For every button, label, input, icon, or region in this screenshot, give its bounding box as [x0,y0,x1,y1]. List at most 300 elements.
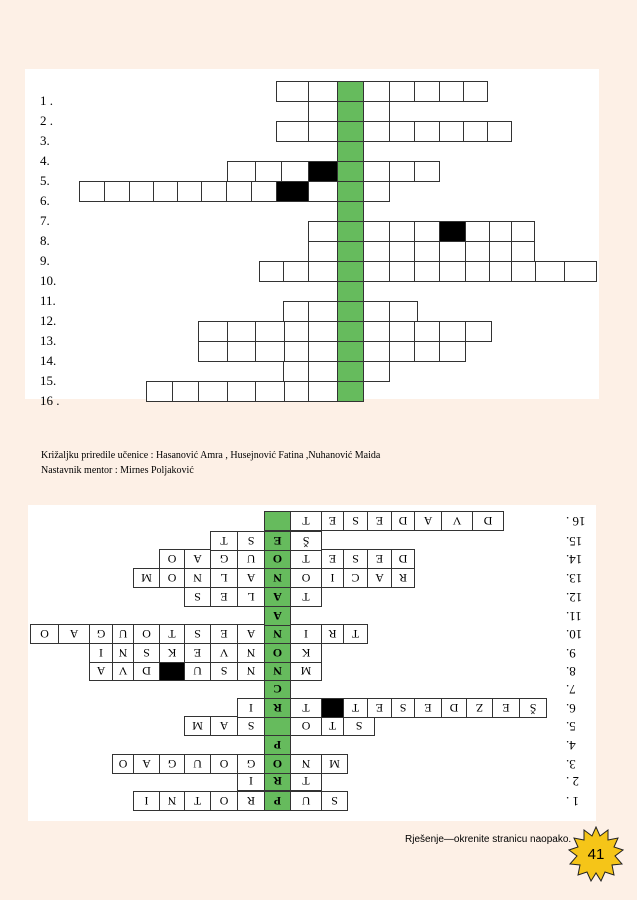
solution-letter [265,512,290,530]
puzzle-row-number: 10. [40,273,57,288]
solution-letter: M [300,664,312,679]
puzzle-cell[interactable] [255,341,285,362]
puzzle-cell[interactable] [198,381,228,402]
solution-column-cell[interactable] [337,121,364,142]
solution-letter: K [167,646,177,661]
solution-cell [321,716,344,736]
puzzle-cell[interactable] [511,241,535,262]
credits-authors: Križaljku priredile učenice : Hasanović Amra , Husejnović Fatina ,Nuhanović Maida [41,450,381,461]
puzzle-cell[interactable] [439,321,466,342]
solution-letter: U [118,627,128,642]
puzzle-cell[interactable] [251,181,277,202]
solution-row-number: 14. [566,552,583,567]
solution-letter: O [301,571,311,586]
solution-cell [133,791,160,811]
solution-cell [321,511,344,531]
solution-letter: G [167,757,177,772]
solution-cell [184,791,211,811]
solution-column-cell[interactable] [337,101,364,122]
solution-letter: T [302,514,310,529]
solution-column-cell[interactable] [337,261,364,282]
solution-letter: A [246,571,256,586]
solution-letter: M [141,571,152,586]
crossword-solution-grid [28,505,596,821]
solution-letter: Š [302,534,310,549]
puzzle-cell[interactable] [363,241,390,262]
puzzle-cell[interactable] [308,121,338,142]
puzzle-cell[interactable] [227,341,256,362]
solution-letter: R [247,794,256,809]
solution-letter: O [40,627,49,642]
puzzle-cell[interactable] [363,161,390,182]
puzzle-cell[interactable] [308,81,338,102]
solution-letter: S [220,664,228,679]
puzzle-cell[interactable] [227,161,256,182]
puzzle-cell[interactable] [308,101,338,122]
puzzle-row-number: 3. [40,133,50,148]
solution-cell [290,643,322,663]
solution-letter: E [424,701,432,716]
puzzle-cell[interactable] [104,181,130,202]
solution-cell [391,549,415,569]
puzzle-cell[interactable] [363,261,390,282]
solution-cell [237,568,265,588]
solution-cell [290,791,322,811]
solution-cell [367,511,392,531]
solution-cell [133,754,160,774]
solution-cell [210,791,238,811]
solution-letter: S [247,534,255,549]
solution-cell [210,531,238,551]
solution-cell [367,568,392,588]
puzzle-cell[interactable] [465,261,490,282]
solution-letter: U [193,664,202,679]
puzzle-cell[interactable] [489,261,512,282]
solution-letter: E [328,552,337,567]
puzzle-cell[interactable] [276,81,309,102]
solution-column-cell [264,791,291,811]
puzzle-cell[interactable] [389,261,415,282]
solution-letter: T [302,774,310,789]
puzzle-cell[interactable] [255,381,285,402]
puzzle-cell[interactable] [226,181,252,202]
solution-letter: A [219,719,229,734]
puzzle-cell[interactable] [227,381,256,402]
solution-letter: A [69,627,79,642]
solution-column-cell[interactable] [337,201,364,222]
solution-letter: U [193,757,202,772]
solution-cell [290,754,322,774]
puzzle-row-number: 8. [40,233,50,248]
puzzle-cell[interactable] [489,221,512,242]
solution-column-cell [264,587,291,607]
solution-cell [210,549,238,569]
puzzle-cell[interactable] [201,181,227,202]
solution-column-cell[interactable] [337,361,364,382]
puzzle-cell[interactable] [414,241,440,262]
solution-column-cell [264,754,291,774]
solution-column-cell [264,568,291,588]
puzzle-cell[interactable] [284,381,309,402]
solution-column-cell[interactable] [337,181,364,202]
solution-letter: R [273,701,282,716]
puzzle-cell[interactable] [79,181,105,202]
solution-cell [133,568,160,588]
solution-cell [321,549,344,569]
puzzle-row-number: 14. [40,353,57,368]
solution-column-cell[interactable] [337,301,364,322]
puzzle-cell[interactable] [255,321,285,342]
puzzle-cell[interactable] [198,341,228,362]
black-cell [439,221,466,242]
solution-cell [414,511,442,531]
solution-letter: O [272,552,283,567]
solution-cell [184,587,211,607]
solution-cell [290,771,322,791]
solution-letter: M [329,757,340,772]
solution-letter: E [273,534,282,549]
solution-cell [290,531,322,551]
solution-cell [237,587,265,607]
solution-cell [30,624,59,644]
solution-cell [321,624,344,644]
solution-letter: E [193,646,202,661]
solution-letter: Š [529,701,537,716]
solution-cell [343,549,368,569]
puzzle-cell[interactable] [363,361,390,382]
solution-cell [290,698,322,718]
solution-cell [210,587,238,607]
solution-letter: T [302,590,310,605]
solution-cell [414,698,442,718]
solution-cell [89,643,113,663]
solution-cell [210,661,238,681]
solution-cell [237,716,265,736]
puzzle-cell[interactable] [172,381,199,402]
solution-letter: I [249,701,253,716]
solution-cell [184,716,211,736]
solution-cell [237,771,265,791]
puzzle-cell[interactable] [255,161,282,182]
solution-letter: A [375,571,384,586]
puzzle-cell[interactable] [363,341,390,362]
solution-row-number: 10. [566,627,583,642]
puzzle-cell[interactable] [389,161,415,182]
solution-cell [237,624,265,644]
solution-letter: N [193,571,202,586]
solution-row-number: 4. [566,738,576,753]
solution-column-cell [264,531,291,551]
solution-column-cell[interactable] [337,281,364,302]
solution-letter: O [118,757,128,772]
solution-letter: T [302,552,310,567]
solution-column-cell[interactable] [337,81,364,102]
solution-cell [210,754,238,774]
puzzle-row-number: 9. [40,253,50,268]
puzzle-row-number: 5. [40,173,50,188]
puzzle-cell[interactable] [363,321,390,342]
solution-letter: R [273,774,282,789]
solution-cell [159,791,185,811]
puzzle-cell[interactable] [414,121,440,142]
solution-cell [112,661,134,681]
crossword-puzzle-grid [25,69,599,408]
puzzle-cell[interactable] [389,121,415,142]
solution-cell [184,643,211,663]
solution-cell [367,549,392,569]
solution-cell [159,643,185,663]
solution-letter: G [219,552,229,567]
puzzle-cell[interactable] [308,381,338,402]
solution-cell [184,624,211,644]
solution-letter: O [219,794,229,809]
solution-cell [237,643,265,663]
solution-letter [265,717,290,735]
puzzle-row-number: 11. [40,293,56,308]
solution-column-cell[interactable] [337,381,364,402]
puzzle-cell[interactable] [283,261,309,282]
puzzle-cell[interactable] [308,341,338,362]
solution-letter: D [142,664,151,679]
solution-column-cell [264,661,291,681]
solution-column-cell [264,624,291,644]
solution-letter: K [301,646,311,661]
solution-letter: O [219,757,229,772]
puzzle-cell[interactable] [463,81,488,102]
solution-letter: V [452,514,462,529]
solution-column-cell[interactable] [337,161,364,182]
solution-letter: E [220,627,228,642]
solution-letter: O [301,719,311,734]
puzzle-cell[interactable] [465,321,492,342]
puzzle-cell[interactable] [465,241,490,262]
solution-letter: D [483,514,493,529]
solution-cell [159,568,185,588]
solution-cell [441,698,467,718]
solution-letter: T [220,534,228,549]
solution-letter: S [331,794,338,809]
solution-cell [210,624,238,644]
solution-letter: S [355,719,363,734]
puzzle-cell[interactable] [439,81,464,102]
solution-letter: P [273,794,282,809]
solution-letter: S [143,646,150,661]
solution-row-number: 2 . [566,774,579,789]
solution-cell [466,698,493,718]
solution-column-cell[interactable] [337,141,364,162]
solution-letter: N [246,646,256,661]
solution-cell [112,624,134,644]
solution-letter: S [194,590,201,605]
puzzle-cell[interactable] [414,321,440,342]
puzzle-cell[interactable] [308,221,338,242]
credits [41,448,380,478]
solution-cell [237,698,265,718]
puzzle-cell[interactable] [389,321,415,342]
solution-cell [184,661,211,681]
solution-cell [367,698,392,718]
puzzle-cell[interactable] [284,321,309,342]
puzzle-cell[interactable] [439,241,466,262]
solution-cell [184,754,211,774]
puzzle-row-number: 6. [40,193,50,208]
solution-letter: C [351,571,360,586]
solution-letter: E [375,552,384,567]
puzzle-cell[interactable] [284,341,309,362]
solution-cell [391,511,415,531]
puzzle-cell[interactable] [389,221,415,242]
solution-cell [237,754,265,774]
credits-mentor: Nastavnik mentor : Mirnes Poljaković [41,465,194,476]
solution-column-cell [264,771,291,791]
puzzle-cell[interactable] [465,221,490,242]
solution-letter: S [194,627,201,642]
puzzle-cell[interactable] [281,161,309,182]
solution-column-cell [264,549,291,569]
puzzle-cell[interactable] [535,261,565,282]
solution-cell [290,549,322,569]
puzzle-cell[interactable] [153,181,178,202]
puzzle-cell[interactable] [308,261,338,282]
solution-cell [184,549,211,569]
puzzle-cell[interactable] [511,261,536,282]
puzzle-cell[interactable] [439,261,466,282]
solution-cell [290,587,322,607]
solution-cell [472,511,504,531]
solution-cell [441,511,473,531]
puzzle-cell[interactable] [414,81,440,102]
puzzle-cell[interactable] [129,181,154,202]
solution-letter: D [398,514,408,529]
puzzle-row-number: 13. [40,333,57,348]
puzzle-cell[interactable] [414,221,440,242]
solution-row-number: 3. [566,757,576,772]
solution-column-cell [264,735,291,755]
puzzle-cell[interactable] [308,321,338,342]
puzzle-cell[interactable] [414,341,440,362]
puzzle-cell[interactable] [363,81,390,102]
solution-cell [391,568,415,588]
puzzle-cell[interactable] [389,81,415,102]
puzzle-cell[interactable] [259,261,284,282]
solution-letter: T [328,719,337,734]
solution-letter: I [304,627,308,642]
puzzle-row-number: 4. [40,153,50,168]
puzzle-cell[interactable] [363,121,390,142]
puzzle-cell[interactable] [283,361,309,382]
solution-cell [89,661,113,681]
puzzle-cell[interactable] [389,241,415,262]
puzzle-cell[interactable] [308,241,338,262]
black-cell [159,661,185,681]
solution-letter: U [246,552,256,567]
solution-letter: I [249,774,253,789]
solution-row-number: 12. [566,590,583,605]
puzzle-cell[interactable] [439,121,464,142]
solution-cell [290,716,322,736]
solution-letter: T [302,701,310,716]
solution-column-cell[interactable] [337,321,364,342]
solution-letter: R [328,627,337,642]
solution-letter: A [246,627,256,642]
puzzle-cell[interactable] [276,121,309,142]
solution-cell [133,661,160,681]
puzzle-cell[interactable] [487,121,512,142]
solution-letter: R [399,571,408,586]
puzzle-cell[interactable] [511,221,535,242]
solution-letter: N [301,757,311,772]
puzzle-cell[interactable] [389,341,415,362]
solution-letter: N [118,646,128,661]
solution-letter: N [273,571,282,586]
solution-letter: L [247,590,255,605]
black-cell [308,161,338,182]
solution-row-number: 6. [566,701,576,716]
puzzle-row-number: 7. [40,213,50,228]
puzzle-cell[interactable] [308,181,338,202]
solution-letter [322,699,343,717]
solution-letter: Z [475,701,484,716]
puzzle-cell[interactable] [414,261,440,282]
solution-column-cell[interactable] [337,221,364,242]
puzzle-cell[interactable] [463,121,488,142]
puzzle-cell[interactable] [177,181,202,202]
solution-letter: L [220,571,228,586]
puzzle-cell[interactable] [363,221,390,242]
solution-letter: A [193,552,202,567]
puzzle-cell[interactable] [308,301,338,322]
solution-row-number: 1 . [566,794,579,809]
solution-letter: A [142,757,151,772]
solution-column-cell[interactable] [337,241,364,262]
puzzle-row-number: 16 . [40,393,60,408]
solution-cell [343,698,368,718]
puzzle-row-number: 2 . [40,113,53,128]
puzzle-cell[interactable] [308,361,338,382]
solution-letter: E [375,514,384,529]
solution-cell [184,568,211,588]
solution-letter: E [502,701,510,716]
solution-cell [290,568,322,588]
solution-cell [237,791,265,811]
puzzle-cell[interactable] [363,301,390,322]
puzzle-cell[interactable] [283,301,309,322]
solution-letter: D [398,552,408,567]
solution-letter: S [247,719,255,734]
puzzle-cell[interactable] [227,321,256,342]
solution-letter: E [220,590,228,605]
puzzle-cell[interactable] [198,321,228,342]
puzzle-cell[interactable] [489,241,512,262]
solution-row-number: 16 . [566,514,586,529]
puzzle-cell[interactable] [146,381,173,402]
solution-note: Rješenje—okrenite stranicu naopako. [405,834,572,845]
puzzle-cell[interactable] [564,261,597,282]
solution-row-number: 5. [566,719,576,734]
solution-cell [492,698,520,718]
puzzle-cell[interactable] [439,341,466,362]
solution-cell [519,698,547,718]
puzzle-cell[interactable] [363,181,390,202]
solution-letter: O [167,552,177,567]
puzzle-cell[interactable] [389,301,418,322]
puzzle-cell[interactable] [363,101,390,122]
solution-row-number: 11. [566,609,582,624]
puzzle-cell[interactable] [414,161,440,182]
solution-letter: O [142,627,151,642]
solution-letter: A [273,590,282,605]
solution-column-cell[interactable] [337,341,364,362]
